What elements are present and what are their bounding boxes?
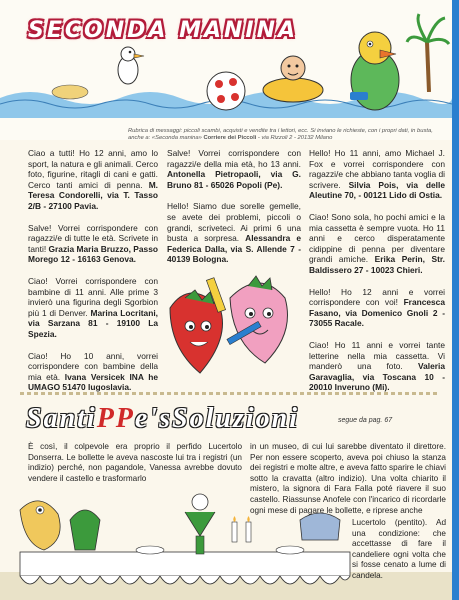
solutions-title: SantiPPe'sSoluzioni bbox=[26, 403, 299, 434]
letter-signature: Valeria Garavaglia, via Toscana 10 - 20010 Inveruno (Mi). bbox=[309, 361, 445, 393]
header-banner bbox=[0, 0, 452, 140]
continued-from-note: segue da pag. 67 bbox=[338, 417, 393, 424]
letter: Ciao! Vorrei corrispondere con bambine di 11 anni. Alle prime 3 invierò una figurina degli Sgorbion più 1 di Denver. Marina Locritani, via Sarzana 81 - 19100 La Spezia. bbox=[28, 275, 158, 339]
letter: Ciao! Sono sola, ho pochi amici e la mia cassetta è sempre vuota. Ho 11 anni e cerco disperatamente cidippine di penna per diventare grandi amiche. Erika Perin, Str. Baldissero 27 - 10023 Chieri. bbox=[309, 211, 445, 275]
letter-signature: Erika Perin, Str. Baldissero 27 - 10023 Chieri. bbox=[309, 254, 445, 275]
beach-ball-icon bbox=[205, 70, 247, 112]
solution-text-part-1: È così, il colpevole era proprio il perfido Lucertolo Donserra. Le bollette le aveva nascoste lui tra i registri (un indizio) perché, non pagandole, Vanessa avrebbe dovuto vendere il castello e trasformarlo bbox=[28, 442, 242, 483]
caption-address-suffix: - via Rizzoli 2 - 20132 Milano bbox=[256, 135, 333, 141]
letter: Ciao! Ho 11 anni e vorrei tante letterine nella mia cassetta. Vi manderò una foto. Valeria Garavaglia, via Toscana 10 - 20010 Inveruno (Mi). bbox=[309, 339, 445, 393]
solution-text-part-3: Lucertolo (pentito). Ad una condizione: che accettasse di fare il candeliere ogni volta che si fosse cenato a lume di candela. bbox=[352, 518, 446, 580]
swimmer-character-icon bbox=[258, 48, 328, 108]
letter-signature: Silvia Pois, via delle Aleutine 70, - 00121 Lido di Ostia. bbox=[309, 179, 445, 201]
letter: Salve! Vorrei corrispondere con ragazzi/e di tutte le età. Scrivete in tanti! Grazia Maria Bruzzo, Passo Morego 12 - 16163 Genova. bbox=[28, 222, 158, 265]
letter-signature: Ivana Versicek INA he UMAGO 51470 Iugoslavia. bbox=[28, 371, 159, 393]
letter: Ciao a tutti! Ho 12 anni, amo lo sport, la natura e gli animali. Cerco foto, figurine, ritagli di cani e gatti. Cerco tanti amici di penna. M. Teresa Condorelli, via T. Tasso 2/B - 27100 Pavia. bbox=[28, 148, 158, 211]
letter-signature: Marina Locritani, via Sarzana 81 - 19100 La Spezia. bbox=[28, 307, 158, 339]
letters-column-1 bbox=[28, 148, 158, 404]
letter: Hello! Ho 11 anni, amo Michael J. Fox e vorrei corrispondere con ragazzi/e che abbiano tanta voglia di scrivere. Silvia Pois, via delle Aleutine 70, - 00121 Lido di Ostia. bbox=[309, 148, 445, 201]
letters-column-3 bbox=[309, 148, 445, 404]
column-caption bbox=[128, 128, 446, 142]
palm-tree-icon bbox=[405, 2, 451, 92]
letters-column-2 bbox=[167, 148, 301, 276]
solution-text-part-2: in un museo, di cui lui sarebbe diventato il direttore. Per non essere scoperto, aveva poi chiuso la stanza dei registri e molte altre, e aveva fatto sparire le chiavi sotto la cravatta (altro indizio). Una volta chiarito il mistero, la signora di Fara Falla poté riavere il suo castello. Riassunse Anofele con l'incarico di ricordarle ogni mese di pagare le bollette, e riprese anche bbox=[250, 442, 446, 515]
letter: Salve! Vorrei corrispondere con ragazzi/e della mia età, ho 13 anni. Antonella Pietropaoli, via G. Bruno 81 - 65026 Popoli (Pe). bbox=[167, 148, 301, 190]
page-edge-strip bbox=[452, 0, 459, 600]
letter: Ciao! Ho 10 anni, vorrei corrispondere con bambine della mia età. Ivana Versicek INA he UMAGO 51470 Iugoslavia. bbox=[28, 350, 159, 393]
letter-signature: Grazia Maria Bruzzo, Passo Morego 12 - 16163 Genova. bbox=[28, 243, 158, 265]
strawberry-characters-illustration bbox=[150, 268, 300, 378]
caption-text: Rubrica di messaggi: piccoli scambi, acquisti e vendite tra i lettori, ecc. Si inviano le richieste, con i propri dati, in busta, anche a: bbox=[128, 128, 433, 141]
letter-signature: Francesca Fasano, via Domenico Gnoli 2 - 73055 Racale. bbox=[309, 297, 445, 329]
letter: Hello! Ho 12 anni e vorrei corrispondere con voi! Francesca Fasano, via Domenico Gnoli 2 - 73055 Racale. bbox=[309, 286, 445, 329]
caption-address-prefix: «Seconda manina» bbox=[151, 135, 204, 141]
letter-signature: M. Teresa Condorelli, via T. Tasso 2/B - 27100 Pavia. bbox=[28, 179, 158, 211]
letter-signature: Alessandra e Federica Dalla, via S. Allende 7 - 40139 Bologna. bbox=[167, 233, 301, 265]
caption-publisher: Corriere dei Piccoli bbox=[203, 135, 257, 141]
letter: Hello! Siamo due sorelle gemelle, se avete dei problemi, piccoli o grandi, scriveteci. Ai primi 6 una busta a sorpresa. Alessandra e Federica Dalla, via S. Allende 7 - 40139 Bologna. bbox=[167, 201, 301, 265]
letter-signature: Antonella Pietropaoli, via G. Bruno 81 - 65026 Popoli (Pe). bbox=[167, 169, 301, 190]
seagull-icon bbox=[108, 40, 148, 88]
section-divider bbox=[20, 392, 440, 395]
column-title: SECONDA MANINA bbox=[28, 18, 299, 43]
